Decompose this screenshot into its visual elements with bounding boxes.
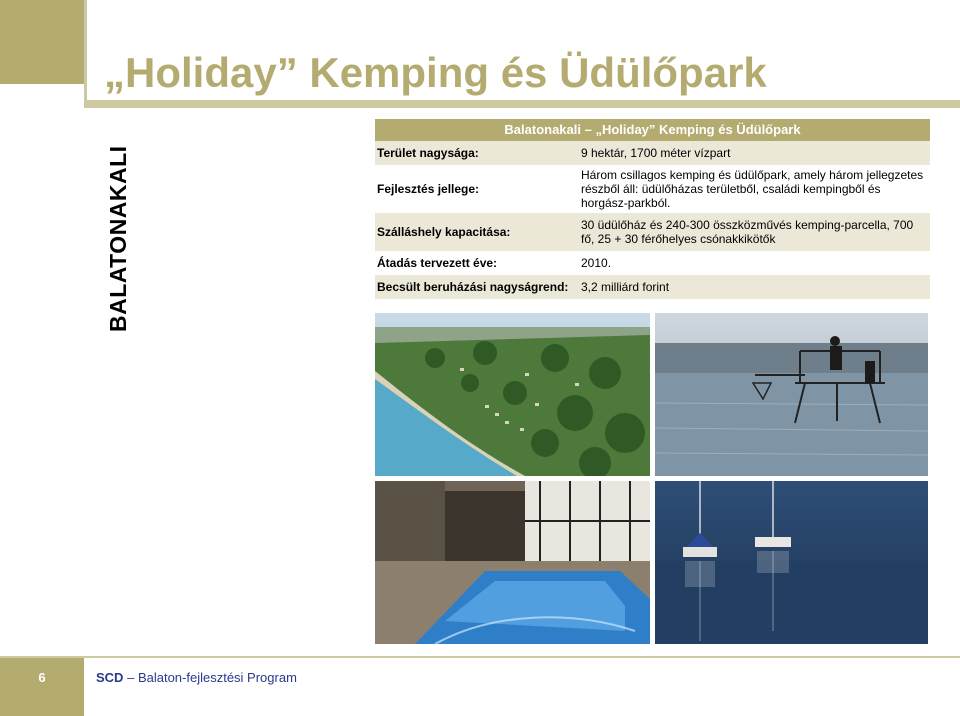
footer-program-name: Balaton-fejlesztési Program xyxy=(137,670,297,685)
table-row xyxy=(375,141,930,165)
table-row xyxy=(375,165,930,213)
row-label: Fejlesztés jellege: xyxy=(377,182,480,196)
header-vertical-rule xyxy=(84,0,87,100)
table-row xyxy=(375,213,930,251)
row-label: Becsült beruházási nagyságrend: xyxy=(377,280,569,294)
fishing-platform-photo xyxy=(655,313,928,476)
header-divider xyxy=(84,100,960,108)
footer-dash: – xyxy=(127,670,135,685)
table-row xyxy=(375,251,930,275)
info-table xyxy=(375,119,930,299)
row-label: Átadás tervezett éve: xyxy=(377,256,498,270)
row-label: Terület nagysága: xyxy=(377,146,479,160)
row-value: 30 üdülőház és 240-300 összközművés kemping-parcella, 700 fő, 25 + 30 férőhelyes csónakkikötők xyxy=(581,218,914,246)
corner-accent-square xyxy=(0,0,84,84)
footer-divider xyxy=(0,656,960,658)
aerial-campsite-photo xyxy=(375,313,650,476)
page-title: „Holiday” Kemping és Üdülőpark xyxy=(104,49,767,96)
table-row xyxy=(375,275,930,299)
row-value: 3,2 milliárd forint xyxy=(581,280,670,294)
page-number: 6 xyxy=(38,670,46,685)
row-value: 2010. xyxy=(581,256,612,270)
info-table-header: Balatonakali – „Holiday” Kemping és Üdülőpark xyxy=(375,119,930,141)
footer-program xyxy=(96,670,297,685)
row-value: Három csillagos kemping és üdülőpark, amely három jellegzetes részből áll: üdülőházas területből, családi kempingből és horgász-parkból. xyxy=(581,168,924,210)
sailboats-photo xyxy=(655,481,928,644)
page-number-box xyxy=(0,658,84,716)
footer-brand: SCD xyxy=(96,670,124,685)
row-label: Szálláshely kapacitása: xyxy=(377,225,511,239)
location-side-label: BALATONAKALI xyxy=(105,145,131,332)
row-value: 9 hektár, 1700 méter vízpart xyxy=(581,146,731,160)
indoor-pool-photo xyxy=(375,481,650,644)
